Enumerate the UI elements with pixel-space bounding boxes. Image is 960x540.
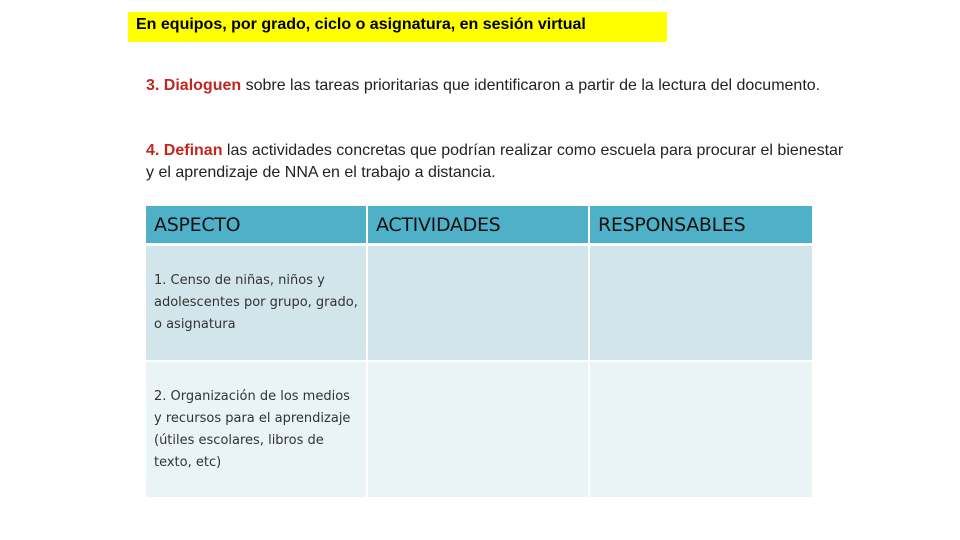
instruction-4-number: 4. (146, 142, 160, 159)
activities-table (146, 206, 812, 499)
table-row (146, 246, 812, 362)
responsables-cell[interactable] (590, 362, 812, 499)
instruction-4-verb: Definan (163, 142, 223, 159)
actividades-cell[interactable] (368, 362, 590, 499)
slide-title: En equipos, por grado, ciclo o asignatura, en sesión virtual (128, 12, 667, 42)
table-header-row (146, 206, 812, 246)
table-row (146, 362, 812, 499)
aspecto-cell: 1. Censo de niñas, niños y adolescentes por grupo, grado, o asignatura (146, 246, 368, 362)
instruction-3 (146, 75, 846, 97)
instruction-4 (146, 140, 846, 184)
instruction-4-text: las actividades concretas que podrían realizar como escuela para procurar el bienestar y el aprendizaje de NNA en el trabajo a distancia. (146, 142, 844, 181)
header-actividades: ACTIVIDADES (368, 206, 590, 246)
header-responsables: RESPONSABLES (590, 206, 812, 246)
instruction-3-text: sobre las tareas prioritarias que identificaron a partir de la lectura del documento. (241, 77, 821, 94)
actividades-cell[interactable] (368, 246, 590, 362)
aspecto-cell: 2. Organización de los medios y recursos para el aprendizaje (útiles escolares, libros de texto, etc) (146, 362, 368, 499)
instruction-3-verb: Dialoguen (163, 77, 242, 94)
responsables-cell[interactable] (590, 246, 812, 362)
header-aspecto: ASPECTO (146, 206, 368, 246)
instruction-3-number: 3. (146, 77, 160, 94)
